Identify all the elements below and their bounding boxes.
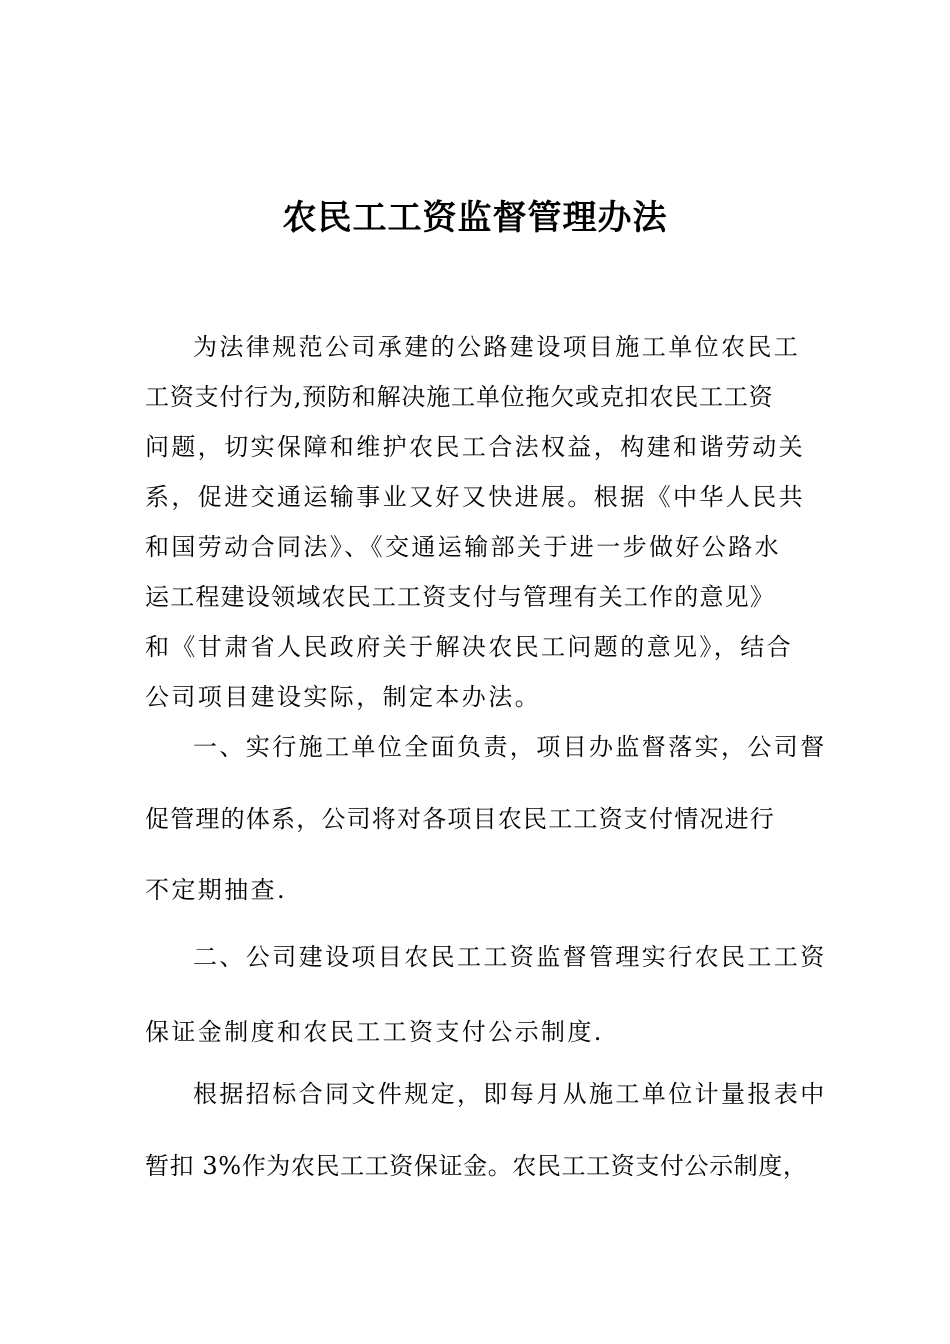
body-text-line: 根据招标合同文件规定，即每月从施工单位计量报表中 (193, 1080, 827, 1108)
body-text-line: 和《甘肃省人民政府关于解决农民工问题的意见》，结合 (145, 633, 793, 661)
body-text-line: 公司项目建设实际，制定本办法。 (145, 683, 541, 711)
body-text-line: 系，促进交通运输事业又好又快进展。根据《中华人民共 (145, 483, 805, 511)
body-text-line: 为法律规范公司承建的公路建设项目施工单位农民工 (193, 333, 801, 361)
page-title: 农民工工资监督管理办法 (282, 198, 668, 238)
body-text-line: 运工程建设领域农民工工资支付与管理有关工作的意见》 (145, 583, 775, 611)
body-text-line: 暂扣 3%作为农民工工资保证金。农民工工资支付公示制度， (145, 1152, 808, 1180)
body-text-line: 问题，切实保障和维护农民工合法权益，构建和谐劳动关 (145, 433, 805, 461)
body-text-line: 工资支付行为,预防和解决施工单位拖欠或克扣农民工工资 (145, 383, 774, 411)
body-text-line: 二、公司建设项目农民工工资监督管理实行农民工工资 (193, 943, 827, 971)
body-text-line: 不定期抽查. (145, 876, 288, 904)
body-text-line: 促管理的体系，公司将对各项目农民工工资支付情况进行 (145, 805, 775, 833)
body-text-line: 和国劳动合同法》、《交通运输部关于进一步做好公路水 (145, 533, 781, 561)
body-text-line: 一、实行施工单位全面负责，项目办监督落实，公司督 (193, 733, 827, 761)
body-text-line: 保证金制度和农民工工资支付公示制度. (145, 1018, 604, 1046)
